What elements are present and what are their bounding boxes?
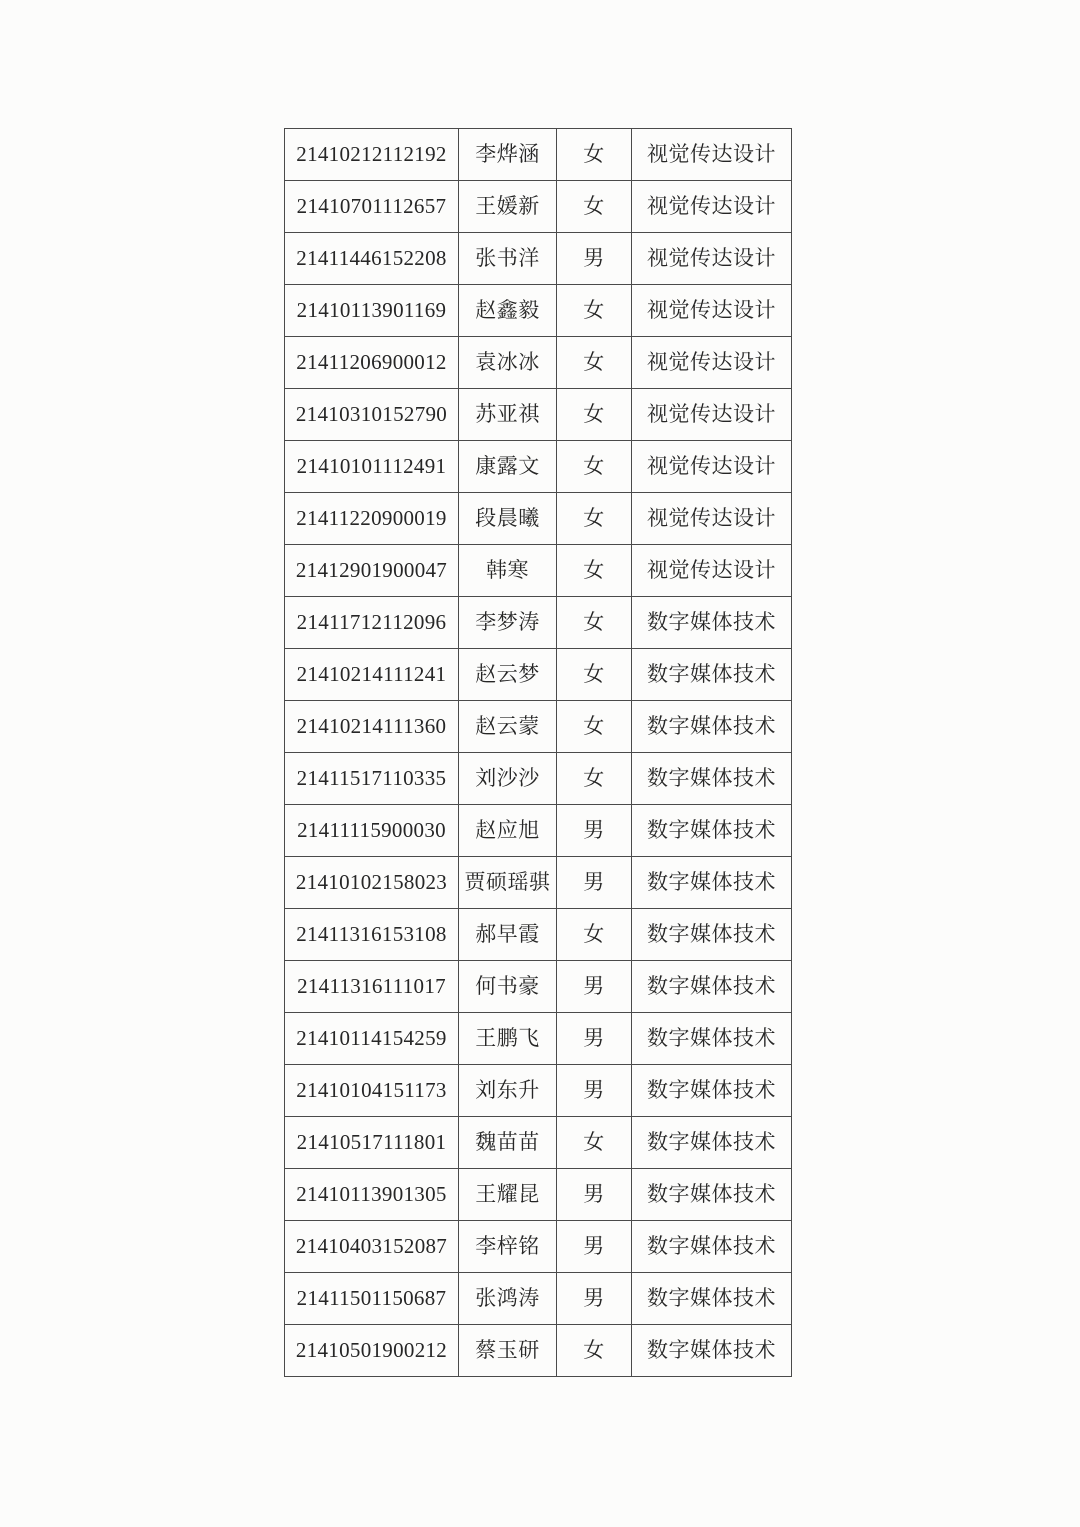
table-row (285, 389, 792, 441)
student-id-cell: 21410214111241 (285, 649, 459, 701)
gender-cell: 女 (557, 753, 632, 805)
table-row (285, 181, 792, 233)
student-name-cell: 李梓铭 (459, 1221, 557, 1273)
major-cell: 数字媒体技术 (632, 1221, 792, 1273)
gender-cell: 女 (557, 649, 632, 701)
major-cell: 视觉传达设计 (632, 493, 792, 545)
student-name-cell: 赵云梦 (459, 649, 557, 701)
table-row (285, 1221, 792, 1273)
student-id-cell: 21410113901169 (285, 285, 459, 337)
major-cell: 数字媒体技术 (632, 1273, 792, 1325)
major-cell: 视觉传达设计 (632, 181, 792, 233)
major-cell: 数字媒体技术 (632, 1325, 792, 1377)
student-id-cell: 21410114154259 (285, 1013, 459, 1065)
major-cell: 数字媒体技术 (632, 805, 792, 857)
table-row (285, 805, 792, 857)
student-name-cell: 康露文 (459, 441, 557, 493)
gender-cell: 男 (557, 1221, 632, 1273)
major-cell: 数字媒体技术 (632, 1117, 792, 1169)
student-id-cell: 21411115900030 (285, 805, 459, 857)
major-cell: 数字媒体技术 (632, 701, 792, 753)
table-row (285, 857, 792, 909)
table-row (285, 649, 792, 701)
student-id-cell: 21410212112192 (285, 129, 459, 181)
table-row (285, 1169, 792, 1221)
major-cell: 视觉传达设计 (632, 285, 792, 337)
student-name-cell: 王耀昆 (459, 1169, 557, 1221)
table-row (285, 441, 792, 493)
gender-cell: 男 (557, 805, 632, 857)
student-id-cell: 21410310152790 (285, 389, 459, 441)
gender-cell: 女 (557, 493, 632, 545)
major-cell: 视觉传达设计 (632, 441, 792, 493)
student-name-cell: 张鸿涛 (459, 1273, 557, 1325)
major-cell: 数字媒体技术 (632, 961, 792, 1013)
student-roster-table (284, 128, 792, 1377)
gender-cell: 女 (557, 389, 632, 441)
major-cell: 数字媒体技术 (632, 1065, 792, 1117)
table-row (285, 337, 792, 389)
major-cell: 视觉传达设计 (632, 545, 792, 597)
major-cell: 视觉传达设计 (632, 389, 792, 441)
student-name-cell: 苏亚祺 (459, 389, 557, 441)
gender-cell: 女 (557, 597, 632, 649)
student-id-cell: 21411517110335 (285, 753, 459, 805)
student-id-cell: 21410701112657 (285, 181, 459, 233)
student-id-cell: 21410403152087 (285, 1221, 459, 1273)
gender-cell: 女 (557, 441, 632, 493)
student-name-cell: 魏苗苗 (459, 1117, 557, 1169)
gender-cell: 女 (557, 701, 632, 753)
student-name-cell: 李梦涛 (459, 597, 557, 649)
table-row (285, 1117, 792, 1169)
table-row (285, 1273, 792, 1325)
table-row (285, 233, 792, 285)
student-id-cell: 21411220900019 (285, 493, 459, 545)
student-id-cell: 21411501150687 (285, 1273, 459, 1325)
major-cell: 视觉传达设计 (632, 337, 792, 389)
student-id-cell: 21411446152208 (285, 233, 459, 285)
gender-cell: 男 (557, 1065, 632, 1117)
student-id-cell: 21411316153108 (285, 909, 459, 961)
table-row (285, 597, 792, 649)
student-name-cell: 赵鑫毅 (459, 285, 557, 337)
student-name-cell: 王媛新 (459, 181, 557, 233)
student-name-cell: 赵应旭 (459, 805, 557, 857)
major-cell: 数字媒体技术 (632, 649, 792, 701)
student-id-cell: 21412901900047 (285, 545, 459, 597)
major-cell: 数字媒体技术 (632, 597, 792, 649)
gender-cell: 女 (557, 1117, 632, 1169)
student-id-cell: 21410101112491 (285, 441, 459, 493)
gender-cell: 男 (557, 1273, 632, 1325)
gender-cell: 女 (557, 337, 632, 389)
table-row (285, 961, 792, 1013)
table-row (285, 129, 792, 181)
major-cell: 数字媒体技术 (632, 857, 792, 909)
student-name-cell: 袁冰冰 (459, 337, 557, 389)
student-name-cell: 赵云蒙 (459, 701, 557, 753)
student-id-cell: 21410214111360 (285, 701, 459, 753)
student-id-cell: 21410517111801 (285, 1117, 459, 1169)
gender-cell: 女 (557, 1325, 632, 1377)
student-id-cell: 21411712112096 (285, 597, 459, 649)
table-row (285, 493, 792, 545)
major-cell: 数字媒体技术 (632, 909, 792, 961)
gender-cell: 男 (557, 961, 632, 1013)
table-row (285, 285, 792, 337)
student-id-cell: 21410113901305 (285, 1169, 459, 1221)
student-name-cell: 李烨涵 (459, 129, 557, 181)
major-cell: 数字媒体技术 (632, 753, 792, 805)
student-roster-body (285, 129, 792, 1377)
gender-cell: 男 (557, 233, 632, 285)
major-cell: 视觉传达设计 (632, 129, 792, 181)
gender-cell: 男 (557, 857, 632, 909)
student-name-cell: 贾硕瑶骐 (459, 857, 557, 909)
student-name-cell: 王鹏飞 (459, 1013, 557, 1065)
major-cell: 数字媒体技术 (632, 1013, 792, 1065)
table-row (285, 1325, 792, 1377)
gender-cell: 女 (557, 545, 632, 597)
gender-cell: 男 (557, 1013, 632, 1065)
table-row (285, 753, 792, 805)
student-name-cell: 郝早霞 (459, 909, 557, 961)
student-id-cell: 21410104151173 (285, 1065, 459, 1117)
major-cell: 数字媒体技术 (632, 1169, 792, 1221)
student-name-cell: 刘东升 (459, 1065, 557, 1117)
gender-cell: 女 (557, 129, 632, 181)
table-row (285, 545, 792, 597)
table-row (285, 1013, 792, 1065)
major-cell: 视觉传达设计 (632, 233, 792, 285)
table-row (285, 909, 792, 961)
gender-cell: 女 (557, 181, 632, 233)
student-name-cell: 刘沙沙 (459, 753, 557, 805)
student-id-cell: 21410102158023 (285, 857, 459, 909)
gender-cell: 男 (557, 1169, 632, 1221)
student-name-cell: 段晨曦 (459, 493, 557, 545)
student-id-cell: 21411206900012 (285, 337, 459, 389)
student-name-cell: 蔡玉研 (459, 1325, 557, 1377)
table-row (285, 701, 792, 753)
student-name-cell: 何书豪 (459, 961, 557, 1013)
gender-cell: 女 (557, 285, 632, 337)
student-id-cell: 21410501900212 (285, 1325, 459, 1377)
student-id-cell: 21411316111017 (285, 961, 459, 1013)
student-name-cell: 张书洋 (459, 233, 557, 285)
table-row (285, 1065, 792, 1117)
gender-cell: 女 (557, 909, 632, 961)
student-name-cell: 韩寒 (459, 545, 557, 597)
